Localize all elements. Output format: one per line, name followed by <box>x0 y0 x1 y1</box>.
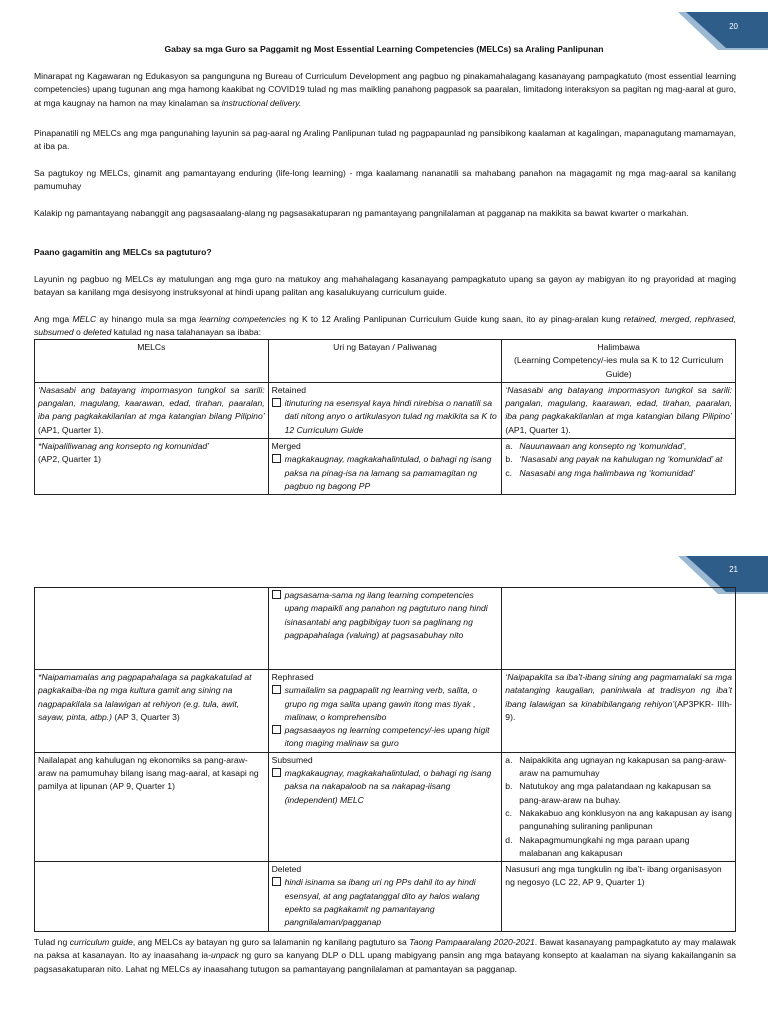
standards-paragraph: Kalakip ng pamantayang nabanggit ang pagsasaalang-alang ng pagsasakatuparan ng pamantayang pangnilalaman at pagganap na makikita sa bawat kwarter o markahan. <box>34 208 689 218</box>
example-cell: Nasusuri ang mga tungkulin ng iba’t- ibang organisasyon ng negosyo (LC 22, AP 9, Quarter 1) <box>502 862 736 931</box>
header-type: Uri ng Batayan / Paliwanag <box>268 340 502 383</box>
table-row <box>35 382 736 438</box>
type-cell: Merged magkakaugnay, magkakahalintulad, o bahagi ng isang paksa na pinag-isa na lamang sa pamamagitan ng pagbuo ng bagong PP <box>268 439 502 495</box>
table-row <box>35 862 736 931</box>
page-number: 21 <box>729 565 738 574</box>
example-cell <box>502 588 736 670</box>
melc-cell <box>35 588 269 670</box>
melc-cell: ‘Nasasabi ang batayang impormasyon tungkol sa sarili: pangalan, magulang, kaarawan, edad, tirahan, paaralan, iba pang pagkakakilanlan at mga katangian bilang Pilipino’ (AP1, Quarter 1). <box>35 382 269 438</box>
example-cell: a. Nauunawaan ang konsepto ng ‘komunidad’, b. ‘Nasasabi ang payak na kahulugan ng ‘komunidad’ at c. Nasasabi ang mga halimbawa ng ‘komunidad’ <box>502 439 736 495</box>
intro-paragraph: Minarapat ng Kagawaran ng Edukasyon sa pangunguna ng Bureau of Curriculum Development ang pagbuo ng pinakamahalagang kasanayang pampagkatuto (most essential learning competencies) upang tugunan ang mga hamong kaakibat ng COVID19 tulad ng mas maikling panahong pagpasok sa paaralan, limitadong interaksyon sa pagitan ng mag-aaral at guro, at mga kaugnay na hamon na may kinalaman sa instructional delivery. <box>34 71 736 108</box>
checkbox-icon <box>272 685 281 694</box>
table-header-row <box>35 340 736 383</box>
header-melcs: MELCs <box>35 340 269 383</box>
page-21 <box>0 555 768 1024</box>
page-20 <box>0 0 768 510</box>
example-cell: ‘Nasasabi ang batayang impormasyon tungkol sa sarili: pangalan, magulang, kaarawan, edad, tirahan, paaralan, iba pang pagkakakilanlan at mga katangian bilang Pilipino’ (AP1, Quarter 1). <box>502 382 736 438</box>
header-example: Halimbawa (Learning Competency/-ies mula sa K to 12 Curriculum Guide) <box>502 340 736 383</box>
checkbox-icon <box>272 590 281 599</box>
enduring-paragraph: Sa pagtukoy ng MELCs, ginamit ang pamantayang enduring (life-long learning) - mga kaalamang nananatili sa mahabang panahon na magagamit ng mga mag-aaral sa kanilang pamumuhay <box>34 168 736 192</box>
melc-table-continued <box>34 587 736 932</box>
page-number: 20 <box>729 22 738 31</box>
example-cell: a. Naipakikita ang ugnayan ng kakapusan sa pang-araw- araw na pamumuhay b. Natutukoy ang mga palatandaan ng kakapusan sa pang-araw-araw na buhay. c. Nakakabuo ang konklusyon na ang kakapusan ay isang pangunahing suliraning panlipunan d. Nakapagmumungkahi ng mga paraan upang malabanan ang kakapusan <box>502 752 736 861</box>
type-cell: Subsumed magkakaugnay, magkakahalintulad, o bahagi ng isang paksa na nakapaloob na sa nakapag-iisang (independent) MELC <box>268 752 502 861</box>
purpose-paragraph: Layunin ng pagbuo ng MELCs ay matulungan ang mga guro na matukoy ang mahahalagang kasanayang pampagkatuto upang sa gayon ay mabigyan ito ng prayoridad at maging batayan sa kanilang mga desisyong instruksyonal at hindi upang palitan ang kasalukuyang curriculum guide. <box>34 274 736 298</box>
melc-cell: *Naipamamalas ang pagpapahalaga sa pagkakatulad at pagkakaiba-iba ng mga kultura gamit ang sining na nagpapakilala sa lalawigan at rehiyon (e.g. tula, awit, sayaw, pinta, atbp.) (AP 3, Quarter 3) <box>35 670 269 753</box>
checkbox-icon <box>272 725 281 734</box>
closing-paragraph: Tulad ng curriculum guide, ang MELCs ay batayan ng guro sa lalamanin ng kanilang pagtuturo sa Taong Pampaaralang 2020-2021. Bawat kasanayang pampagkatuto ay may malawak na paksa at kasanayan. Ito ay inaasahang ia-unpack ng guro sa kanyang DLP o DLL upang mabigyang pansin ang mga batayang konsepto at kaalaman na siyang kakailanganin sa pagsasakatuparan nito. Lahat ng MELCs ay inaasahang tutugon sa pamantayang pangnilalaman at pamantayan sa pagganap. <box>34 937 736 974</box>
checkbox-icon <box>272 877 281 886</box>
example-cell: ‘Naipapakita sa iba’t-ibang sining ang pagmamalaki sa mga natatanging kaugalian, paniniwala at tradisyon ng iba’t ibang lalawigan sa kinabibilangang rehiyon’(AP3PKR- IIIh-9). <box>502 670 736 753</box>
melc-cell: *Naipaliliwanag ang konsepto ng komunidad’ (AP2, Quarter 1) <box>35 439 269 495</box>
document-title: Gabay sa mga Guro sa Paggamit ng Most Essential Learning Competencies (MELCs) sa Araling Panlipunan <box>164 44 604 54</box>
table-row <box>35 670 736 753</box>
page-gap <box>0 510 768 555</box>
table-row <box>35 752 736 861</box>
checkbox-icon <box>272 398 281 407</box>
melc-cell <box>35 862 269 931</box>
type-cell: Rephrased sumailalim sa pagpapalit ng learning verb, salita, o grupo ng mga salita upang gawin itong mas tiyak , malinaw, o komprehensibo pagsasaayos ng learning competency/-ies upang higit itong maging malinaw sa guro <box>268 670 502 753</box>
checkbox-icon <box>272 454 281 463</box>
type-cell: Deleted hindi isinama sa ibang uri ng PPs dahil ito ay hindi esensyal, at ang pagtatanggal dito ay halos walang epekto sa pagkakamit ng pamantayang pangnilalaman/pagganap <box>268 862 502 931</box>
melc-cell: Nailalapat ang kahulugan ng ekonomiks sa pang-araw- araw na pamumuhay bilang isang mag-aaral, at kasapi ng pamilya at lipunan (AP 9, Quarter 1) <box>35 752 269 861</box>
type-cell: pagsasama-sama ng ilang learning competencies upang mapaikli ang panahon ng pagtuturo nang hindi isinasantabi ang pagbibigay tuon sa paglinang ng pagpapahalaga (valuing) at pagsasabuhay nito <box>268 588 502 670</box>
melc-table <box>34 339 736 495</box>
type-cell: Retained itinuturing na esensyal kaya hindi nirebisa o nanatili sa dati nitong anyo o artikulasyon tulad ng makikita sa K to 12 Curriculum Guide <box>268 382 502 438</box>
checkbox-icon <box>272 768 281 777</box>
table-row <box>35 439 736 495</box>
table-row <box>35 588 736 670</box>
source-paragraph: Ang mga MELC ay hinango mula sa mga learning competencies ng K to 12 Araling Panlipunan Curriculum Guide kung saan, ito ay pinag-aralan kung retained, merged, rephrased, subsumed o deleted katulad ng nasa talahanayan sa ibaba: <box>34 314 736 338</box>
section-heading: Paano gagamitin ang MELCs sa pagtuturo? <box>34 247 212 257</box>
goals-paragraph: Pinapanatili ng MELCs ang mga pangunahing layunin sa pag-aaral ng Araling Panlipunan tulad ng pagpapaunlad ng pansibikong kaalaman at kagalingan, mapanagutang mamamayan, at iba pa. <box>34 128 736 152</box>
